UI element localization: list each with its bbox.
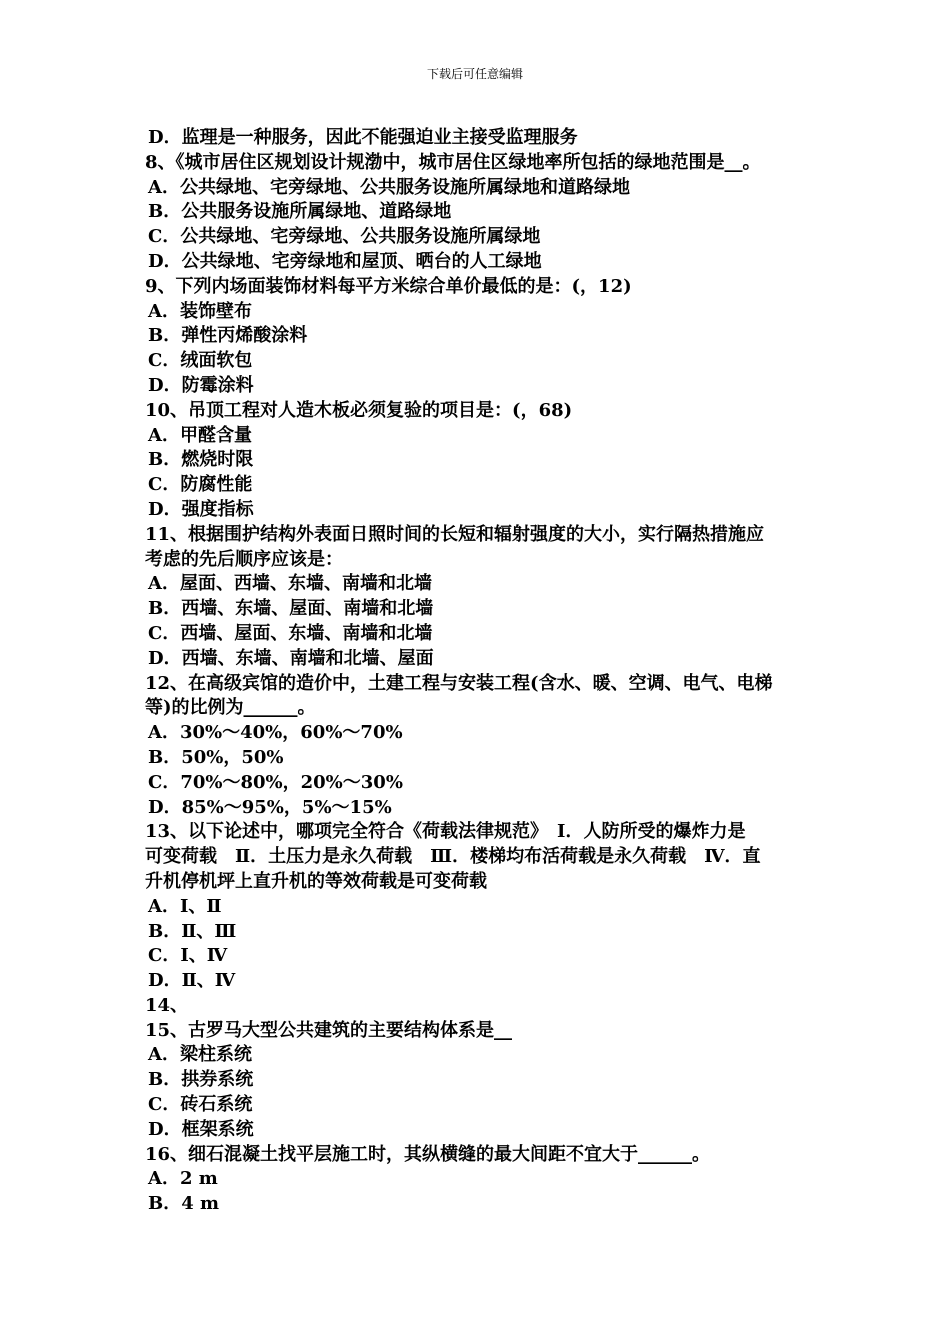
answer-option: C．西墙、屋面、东墙、南墙和北墙 (148, 622, 433, 644)
question-text: 升机停机坪上直升机的等效荷载是可变荷载 (145, 870, 487, 892)
answer-option: B．西墙、东墙、屋面、南墙和北墙 (148, 598, 434, 620)
answer-option: A．2 m (148, 1168, 218, 1190)
question-text: 考虑的先后顺序应该是： (145, 548, 343, 570)
answer-option: A．Ⅰ、Ⅱ (148, 895, 222, 917)
question-text: 等)的比例为______。 (145, 697, 316, 719)
question-text: 11、根据围护结构外表面日照时间的长短和辐射强度的大小，实行隔热措施应 (145, 523, 765, 545)
question-text: 可变荷载 Ⅱ．土压力是永久荷载 Ⅲ．楼梯均布活荷载是永久荷载 Ⅳ．直 (145, 846, 761, 868)
answer-option: D．防霉涂料 (148, 374, 254, 396)
question-text: 13、以下论述中，哪项完全符合《荷载法律规范》 Ⅰ．人防所受的爆炸力是 (145, 821, 746, 843)
answer-option: B．4 m (148, 1193, 220, 1215)
question-text: 10、吊顶工程对人造木板必须复验的项目是：(，68) (145, 399, 573, 421)
document-body (145, 126, 810, 1217)
answer-option: D．公共绿地、宅旁绿地和屋顶、晒台的人工绿地 (148, 250, 542, 272)
question-text: 16、细石混凝土找平层施工时，其纵横缝的最大间距不宜大于______。 (145, 1143, 711, 1165)
answer-option: B．弹性丙烯酸涂料 (148, 325, 308, 347)
question-text: 12、在高级宾馆的造价中，土建工程与安装工程(含水、暖、空调、电气、电梯 (145, 672, 773, 694)
answer-option: C．Ⅰ、Ⅳ (148, 945, 228, 967)
answer-option: B．拱券系统 (148, 1069, 254, 1091)
answer-option: D．监理是一种服务，因此不能强迫业主接受监理服务 (148, 127, 578, 148)
answer-option: A．甲醛含量 (148, 424, 252, 446)
answer-option: C．公共绿地、宅旁绿地、公共服务设施所属绿地 (148, 226, 541, 248)
answer-option: A．30%～40%，60%～70% (148, 722, 403, 744)
answer-option: A．屋面、西墙、东墙、南墙和北墙 (148, 573, 432, 595)
question-text: 14、 (145, 994, 189, 1016)
answer-option: D．Ⅱ、Ⅳ (148, 970, 236, 992)
answer-option: B．公共服务设施所属绿地、道路绿地 (148, 201, 452, 223)
answer-option: B．Ⅱ、Ⅲ (148, 920, 237, 942)
answer-option: B．50%，50% (148, 746, 284, 768)
answer-option: C．砖石系统 (148, 1094, 253, 1116)
answer-option: C．防腐性能 (148, 474, 253, 496)
answer-option: C．70%～80%，20%～30% (148, 771, 403, 793)
answer-option: D．85%～95%，5%～15% (148, 796, 392, 818)
answer-option: D．框架系统 (148, 1118, 254, 1140)
answer-option: D．西墙、东墙、南墙和北墙、屋面 (148, 647, 434, 669)
question-text: 8、《城市居住区规划设计规渤中，城市居住区绿地率所包括的绿地范围是__。 (145, 151, 761, 173)
answer-option: A．装饰壁布 (148, 300, 252, 322)
question-text: 15、古罗马大型公共建筑的主要结构体系是__ (145, 1019, 513, 1041)
answer-option: B．燃烧时限 (148, 449, 254, 471)
page-header: 下载后可任意编辑 (426, 67, 523, 81)
answer-option: D．强度指标 (148, 498, 254, 520)
question-text: 9、下列内场面装饰材料每平方米综合单价最低的是：(，12) (145, 275, 632, 297)
answer-option: A．梁柱系统 (148, 1044, 252, 1066)
answer-option: C．绒面软包 (148, 350, 253, 372)
answer-option: A．公共绿地、宅旁绿地、公共服务设施所属绿地和道路绿地 (148, 176, 630, 198)
